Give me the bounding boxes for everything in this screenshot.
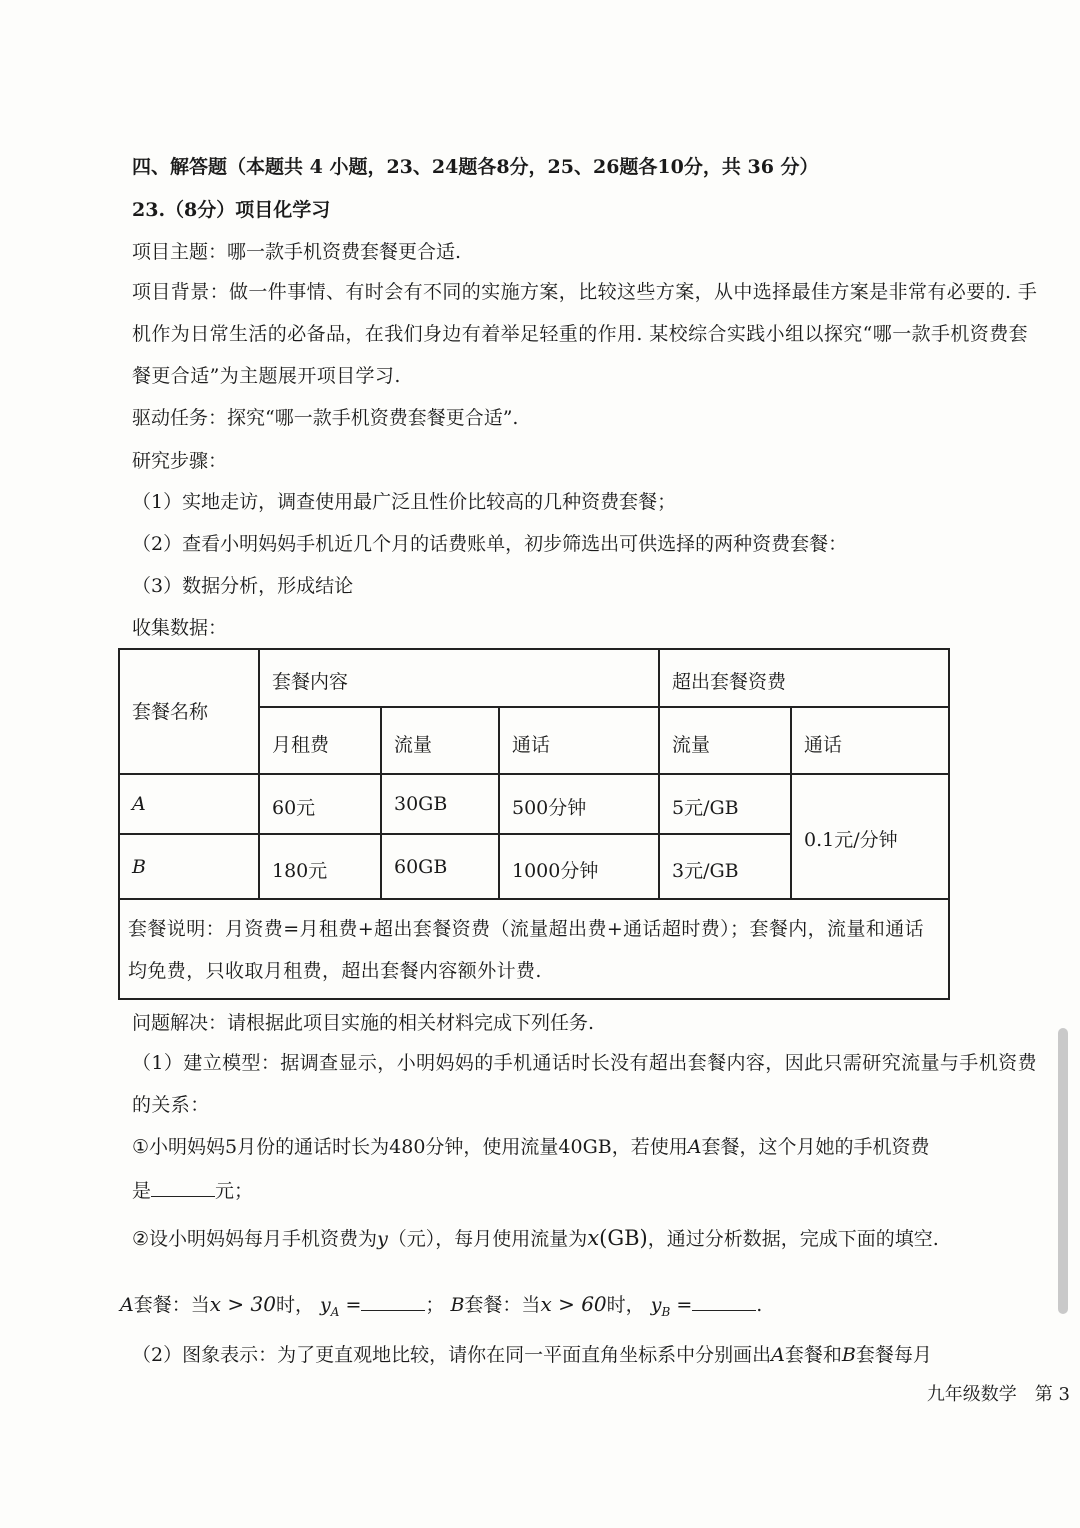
- part-2-b: 套餐和: [784, 1344, 842, 1366]
- plan-table: [118, 648, 950, 1000]
- table-rule: [658, 648, 660, 900]
- table-rule: [118, 773, 950, 775]
- separator: ；: [425, 1294, 445, 1316]
- condition-a: x > 30: [209, 1292, 276, 1316]
- table-rule: [118, 998, 950, 1000]
- header-plan-content: 套餐内容: [272, 671, 349, 693]
- subheader-rent: 月租费: [272, 734, 330, 756]
- row-a-name: A: [132, 793, 146, 815]
- table-rule: [258, 706, 950, 708]
- table-rule: [118, 833, 790, 835]
- row-a-call: 500分钟: [512, 797, 587, 819]
- row-a-rent: 60元: [272, 797, 316, 819]
- q1-var: A: [687, 1136, 702, 1158]
- table-rule: [380, 706, 382, 900]
- subheader-call: 通话: [512, 734, 551, 756]
- table-rule: [948, 648, 950, 1000]
- row-b-rent: 180元: [272, 860, 328, 882]
- step-item: （1）实地走访，调查使用最广泛且性价比较高的几种资费套餐；: [132, 491, 677, 513]
- question-heading: 23.（8分）项目化学习: [132, 199, 331, 221]
- part-1-text: （1）建立模型：据调查显示，小明妈妈的手机通话时长没有超出套餐内容，因此只需研究流量与手机资费的关系：: [132, 1052, 1037, 1116]
- table-rule: [118, 648, 120, 1000]
- plan-a-label: A: [120, 1294, 134, 1316]
- header-over-fee: 超出套餐资费: [672, 671, 787, 693]
- row-b-call: 1000分钟: [512, 860, 599, 882]
- answer-blank[interactable]: [361, 1292, 425, 1311]
- period: .: [756, 1294, 763, 1316]
- q2-x: x: [587, 1226, 600, 1250]
- header-plan-name: 套餐名称: [132, 701, 209, 723]
- circled-number: ②: [132, 1228, 150, 1250]
- scrollbar-thumb[interactable]: [1058, 1028, 1068, 1314]
- collect-label: 收集数据：: [132, 617, 228, 639]
- q2-text: 设小明妈妈每月手机资费为: [149, 1228, 378, 1250]
- circled-number: ①: [132, 1136, 150, 1158]
- table-rule: [498, 706, 500, 900]
- plan-b-label: B: [450, 1294, 465, 1316]
- part-2-plan-b: B: [841, 1344, 856, 1366]
- table-rule: [118, 898, 950, 900]
- question-2: [132, 1226, 939, 1251]
- formula-line: [120, 1292, 762, 1319]
- q1-prefix: 是: [132, 1180, 152, 1202]
- part-2-plan-a: A: [771, 1344, 785, 1366]
- problem-intro: 问题解决：请根据此项目实施的相关材料完成下列任务.: [132, 1012, 595, 1034]
- over-call-fee: 0.1元/分钟: [804, 829, 898, 851]
- y-b: y: [650, 1294, 662, 1316]
- steps-label: 研究步骤：: [132, 450, 228, 472]
- q1-suffix: 元；: [215, 1180, 254, 1202]
- page-footer: 九年级数学 第 3: [926, 1384, 1070, 1405]
- table-rule: [258, 648, 260, 900]
- row-a-data: 30GB: [394, 793, 448, 815]
- step-item: （3）数据分析，形成结论: [132, 575, 354, 597]
- equals: =: [676, 1294, 693, 1316]
- equals: =: [345, 1294, 362, 1316]
- row-b-data: 60GB: [394, 856, 448, 878]
- q2-y: y: [377, 1228, 388, 1250]
- row-b-over-data: 3元/GB: [672, 860, 739, 882]
- section-title: 四、解答题（本题共 4 小题，23、24题各8分，25、26题各10分，共 36 分）: [132, 156, 819, 178]
- q1-text-b: 套餐，这个月她的手机资费: [701, 1136, 930, 1158]
- y-a: y: [320, 1294, 331, 1316]
- formula-text: 时，: [275, 1294, 314, 1316]
- part-2-a: （2）图象表示：为了更直观地比较，请你在同一平面直角坐标系中分别画出: [132, 1344, 772, 1366]
- step-item: （2）查看小明妈妈手机近几个月的话费账单，初步筛选出可供选择的两种资费套餐：: [132, 533, 848, 555]
- table-rule: [118, 648, 950, 650]
- q2-unit: (GB): [599, 1226, 648, 1250]
- q2-text-c: ，通过分析数据，完成下面的填空.: [647, 1228, 939, 1250]
- formula-text: 时，: [606, 1294, 645, 1316]
- project-theme: 项目主题：哪一款手机资费套餐更合适.: [132, 241, 462, 263]
- part-2-text: [132, 1344, 932, 1367]
- answer-blank[interactable]: [692, 1292, 756, 1311]
- q2-text-b: （元），每月使用流量为: [387, 1228, 588, 1250]
- question-1: [132, 1136, 929, 1159]
- condition-b: x > 60: [540, 1292, 607, 1316]
- subheader-over-call: 通话: [804, 734, 843, 756]
- subheader-over-data: 流量: [672, 734, 711, 756]
- row-a-over-data: 5元/GB: [672, 797, 739, 819]
- answer-blank[interactable]: [151, 1178, 215, 1197]
- driving-task: 驱动任务：探究“哪一款手机资费套餐更合适”.: [132, 407, 519, 429]
- formula-text: 套餐：当: [464, 1294, 541, 1316]
- question-1-answer: [132, 1178, 253, 1203]
- y-a-sub: A: [330, 1304, 340, 1319]
- table-note: 套餐说明：月资费=月租费+超出套餐资费（流量超出费+通话超时费）；套餐内，流量和通话均免费，只收取月租费，超出套餐内容额外计费.: [128, 918, 925, 982]
- q1-text: 小明妈妈5月份的通话时长为480分钟，使用流量40GB，若使用: [149, 1136, 688, 1158]
- part-2-c: 套餐每月: [855, 1344, 932, 1366]
- subheader-data: 流量: [394, 734, 433, 756]
- row-b-name: B: [132, 856, 146, 878]
- project-background: 项目背景：做一件事情、有时会有不同的实施方案，比较这些方案，从中选择最佳方案是非常有必要的. 手机作为日常生活的必备品，在我们身边有着举足轻重的作用. 某校综合实践小组以探究“哪一款手机资费套餐更合适”为主题展开项目学习.: [132, 281, 1038, 387]
- y-b-sub: B: [661, 1304, 671, 1319]
- table-rule: [790, 706, 792, 900]
- formula-text: 套餐：当: [133, 1294, 210, 1316]
